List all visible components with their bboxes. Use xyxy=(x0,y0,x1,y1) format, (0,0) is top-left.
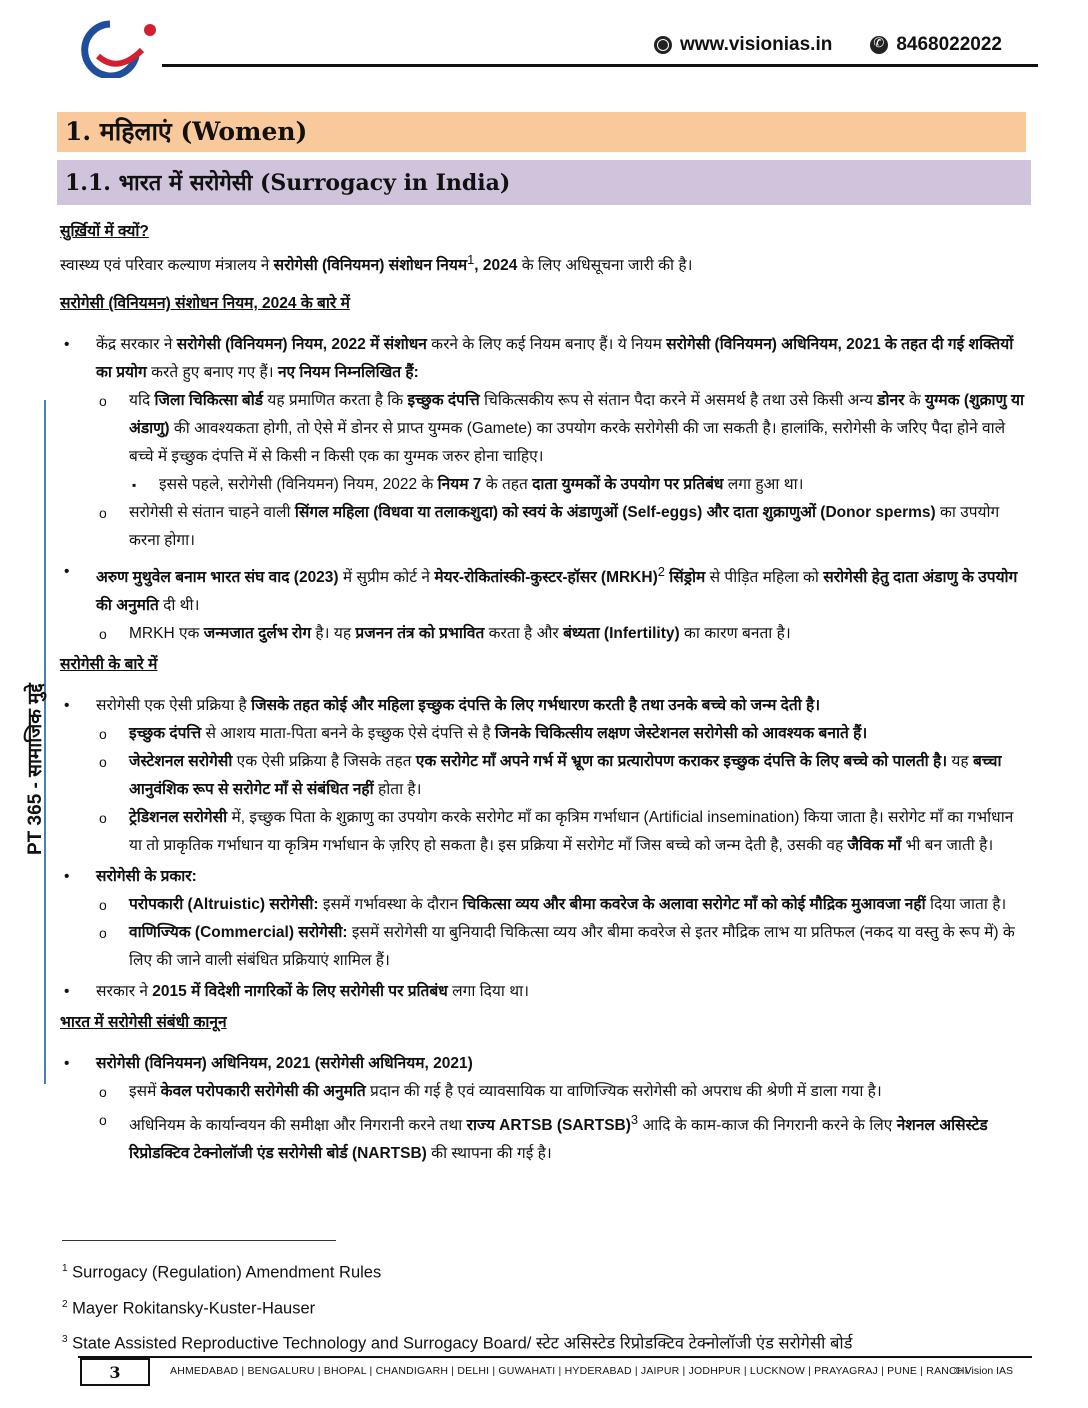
text: का कारण बनता है। xyxy=(679,625,791,643)
text-bold: जेस्टेशनल सरोगेसी xyxy=(129,753,233,771)
text: में सुप्रीम कोर्ट ने xyxy=(338,569,435,587)
footnote-ref[interactable]: 1 xyxy=(467,252,475,267)
text-bold: केवल परोपकारी सरोगेसी की अनुमति xyxy=(160,1083,366,1101)
footnote-number: 2 xyxy=(62,1298,68,1310)
list-item xyxy=(60,1050,1026,1168)
subheading-why-in-news: सुर्ख़ियों में क्यों? xyxy=(60,223,149,240)
text: से पीड़ित महिला को xyxy=(705,569,824,587)
text-bold: वाणिज्यिक (Commercial) सरोगेसी: xyxy=(129,924,348,942)
text-bold: नेशनल असिस्टेड रिप्रोडक्टिव टेक्नोलॉजी एंड सरोगेसी बोर्ड (NARTSB) xyxy=(129,1117,988,1163)
footnote-ref[interactable]: 2 xyxy=(657,564,665,580)
text-bold: 2015 में विदेशी नागरिकों के लिए सरोगेसी पर प्रतिबंध xyxy=(152,983,448,1001)
rules-list xyxy=(60,331,1026,648)
text: दिया जाता है। xyxy=(925,896,1007,914)
text-bold: डोनर xyxy=(877,392,905,410)
main-content xyxy=(60,218,1026,1171)
text-bold: चिकित्सा व्यय और बीमा कवरेज के अलावा सरोगेट माँ को कोई मौद्रिक मुआवजा नहीं xyxy=(462,896,926,914)
header-divider xyxy=(162,64,1038,67)
text-bold: एक सरोगेट माँ अपने गर्भ में भ्रूण का प्रत्यारोपण कराकर इच्छुक दंपत्ति के लिए बच्चे को पालती है। xyxy=(415,753,948,771)
text: प्रदान की गई है एवं व्यावसायिक या वाणिज्यिक सरोगेसी को अपराध की श्रेणी में डाला गया है। xyxy=(365,1083,882,1101)
text-bold: मेयर-रोकितांस्की-कुस्टर-हॉसर (MRKH) xyxy=(434,569,658,587)
list-item xyxy=(60,863,1026,975)
text-bold: युग्मक (शुक्राणु या अंडाणु) xyxy=(129,392,1025,438)
footer-cities: AHMEDABAD | BENGALURU | BHOPAL | CHANDIGARH | DELHI | GUWAHATI | HYDERABAD | JAIPUR | JODHPUR | LUCKNOW | PRAYAGRAJ | PUNE | RANCHI xyxy=(170,1365,968,1377)
list-item xyxy=(129,471,1026,499)
text: करते हुए बनाए गए हैं। xyxy=(146,364,278,382)
footnote-item xyxy=(62,1324,853,1360)
text: होता है। xyxy=(373,781,422,799)
text-bold: दाता युग्मकों के उपयोग पर प्रतिबंध xyxy=(532,476,724,494)
text: यह प्रमाणित करता है कि xyxy=(263,392,408,410)
laws-list xyxy=(60,1050,1026,1168)
text-bold: सरोगेसी हेतु दाता अंडाणु के उपयोग की अनुमति xyxy=(96,569,1018,615)
text-bold: नियम 7 xyxy=(437,476,482,494)
text-bold: जैविक माँ xyxy=(847,837,902,855)
footnote-number: 1 xyxy=(62,1263,68,1274)
footer-divider xyxy=(78,1356,1032,1358)
footnote-text: State Assisted Reproductive Technology and Surrogacy Board/ स्टेट असिस्टेड रिप्रोडक्टिव टेक्नोलॉजी एंड सरोगेसी बोर्ड xyxy=(67,1334,853,1353)
footnote-ref[interactable]: 3 xyxy=(630,1112,639,1128)
text-bold: सरोगेसी (विनियमन) संशोधन नियम xyxy=(273,257,468,275)
text-bold: जिला चिकित्सा बोर्ड xyxy=(154,392,264,410)
text-bold: इच्छुक दंपत्ति xyxy=(129,725,202,743)
text: सरकार ने xyxy=(96,983,153,1001)
phone-number: 8468022022 xyxy=(896,34,1002,55)
side-label: PT 365 - सामाजिक मुद्दे xyxy=(25,683,46,855)
subheading-rules-2024: सरोगेसी (विनियमन) संशोधन नियम, 2024 के बारे में xyxy=(60,295,350,313)
text: MRKH एक xyxy=(129,625,204,643)
text-bold: जिसके तहत कोई और महिला इच्छुक दंपत्ति के लिए गर्भधारण करती है तथा उनके बच्चे को जन्म देती है। xyxy=(251,697,821,715)
list-item xyxy=(96,919,1026,975)
text-bold: जिनके चिकित्सीय लक्षण जेस्टेशनल सरोगेसी को आवश्यक बनाते हैं। xyxy=(494,725,868,743)
paragraph-notification xyxy=(60,246,1026,280)
text: की स्थापना की गई है। xyxy=(426,1145,552,1163)
footnote-divider xyxy=(62,1240,336,1241)
text-bold: अरुण मुथुवेल बनाम भारत संघ वाद (2023) xyxy=(96,569,339,587)
text: लगा हुआ था। xyxy=(723,476,804,494)
text: इससे पहले, सरोगेसी (विनियमन) नियम, 2022 के xyxy=(159,476,438,494)
globe-icon xyxy=(654,36,672,54)
footnote-item xyxy=(62,1289,853,1325)
text-bold: बच्चा आनुवंशिक रूप से सरोगेट माँ से संबंधित नहीं xyxy=(129,753,1002,799)
text: के लिए अधिसूचना जारी की है। xyxy=(517,257,693,275)
text-bold: नए नियम निम्नलिखित हैं: xyxy=(277,364,419,382)
text: सरोगेसी एक ऐसी प्रक्रिया है xyxy=(96,697,252,715)
page-number: 3 xyxy=(80,1358,150,1386)
list-item xyxy=(96,387,1026,499)
text: के xyxy=(904,392,926,410)
list-item xyxy=(96,620,1026,648)
text-bold: सरोगेसी (विनियमन) अधिनियम, 2021 (सरोगेसी अधिनियम, 2021) xyxy=(96,1055,473,1073)
subheading-about-surrogacy: सरोगेसी के बारे में xyxy=(60,656,158,674)
list-item xyxy=(96,720,1026,748)
list-item xyxy=(96,748,1026,804)
about-list xyxy=(60,692,1026,1006)
text-bold: राज्य ARTSB (SARTSB) xyxy=(466,1117,631,1135)
text: एक ऐसी प्रक्रिया है जिसके तहत xyxy=(232,753,416,771)
text: करता है और xyxy=(484,625,564,643)
list-item xyxy=(96,499,1026,555)
list-item xyxy=(96,1106,1026,1168)
text-bold: इच्छुक दंपत्ति xyxy=(407,392,480,410)
section-heading: 1.1. भारत में सरोगेसी (Surrogacy in India) xyxy=(57,160,1031,205)
text: के तहत xyxy=(481,476,533,494)
text-bold: परोपकारी (Altruistic) सरोगेसी: xyxy=(129,896,319,914)
text-bold: ट्रेडिशनल सरोगेसी xyxy=(129,809,228,827)
text: की आवश्यकता होगी, तो ऐसे में डोनर से प्राप्त युग्मक (Gamete) का उपयोग करके सरोगेसी की जा सकती है। हालांकि, सरोगेसी के जरिए पैदा होने वाले बच्चे में इच्छुक दंपत्ति में से किसी न किसी एक का युग्मक जरुर होना चाहिए। xyxy=(129,420,1006,466)
text: अधिनियम के कार्यान्वयन की समीक्षा और निगरानी करने तथा xyxy=(129,1117,467,1135)
list-item xyxy=(60,331,1026,555)
footnote-text: Mayer Rokitansky-Kuster-Hauser xyxy=(67,1299,316,1317)
text: यदि xyxy=(129,392,155,410)
text-bold: सरोगेसी (विनियमन) नियम, 2022 में संशोधन xyxy=(176,336,427,354)
list-item xyxy=(96,804,1026,860)
text-bold: सिंगल महिला (विधवा या तलाकशुदा) को स्वयं के अंडाणुओं (Self-eggs) और दाता शुक्राणुओं (Donor sperms) xyxy=(294,504,936,522)
text: है। यह xyxy=(311,625,356,643)
text: आदि के काम-काज की निगरानी करने के लिए xyxy=(638,1117,897,1135)
text: करने के लिए कई नियम बनाए हैं। ये नियम xyxy=(426,336,667,354)
chapter-heading: 1. महिलाएं (Women) xyxy=(57,112,1026,152)
footnote-item xyxy=(62,1253,853,1289)
text: केंद्र सरकार ने xyxy=(96,336,177,354)
text-bold: बंध्यता (Infertility) xyxy=(563,625,680,643)
text: दी थी। xyxy=(158,597,200,615)
text: का उपयोग करना होगा। xyxy=(129,504,1000,550)
subheading-laws: भारत में सरोगेसी संबंधी कानून xyxy=(60,1014,227,1032)
text: स्वास्थ्य एवं परिवार कल्याण मंत्रालय ने xyxy=(60,257,274,275)
list-item xyxy=(60,978,1026,1006)
text-bold: सरोगेसी (विनियमन) अधिनियम, 2021 के तहत दी गई शक्तियों का प्रयोग xyxy=(96,336,1014,382)
text: भी बन जाती है। xyxy=(901,837,994,855)
text-bold: जन्मजात दुर्लभ रोग xyxy=(203,625,312,643)
text: चिकित्सकीय रूप से संतान पैदा करने में असमर्थ है तथा उसे किसी अन्य xyxy=(479,392,878,410)
footer-copyright: © Vision IAS xyxy=(954,1365,1013,1377)
website-link[interactable]: www.visionias.in xyxy=(679,34,833,55)
text-bold: प्रजनन तंत्र को प्रभावित xyxy=(355,625,485,643)
text: में, इच्छुक पिता के शुक्राणु का उपयोग करके सरोगेट माँ का कृत्रिम गर्भाधान (Artificial insemination) किया जाता है। सरोगेट माँ का गर्भाधान या तो प्राकृतिक गर्भाधान या कृत्रिम गर्भाधान के ज़रिए हो सकता है। इस प्रक्रिया में सरोगेट माँ जिस बच्चे को जन्म देती है, उसकी वह xyxy=(129,809,1014,855)
list-item xyxy=(60,558,1026,648)
text-bold: सरोगेसी के प्रकार: xyxy=(96,868,197,886)
text-bold: सिंड्रोम xyxy=(664,569,706,587)
text: इसमें गर्भावस्था के दौरान xyxy=(318,896,463,914)
vision-ias-logo xyxy=(80,16,162,78)
text-bold: , 2024 xyxy=(474,257,518,275)
text: इसमें xyxy=(129,1083,161,1101)
list-item xyxy=(96,1078,1026,1106)
footnote-text: Surrogacy (Regulation) Amendment Rules xyxy=(67,1263,382,1282)
phone-icon xyxy=(870,36,888,54)
text: यह xyxy=(947,753,973,771)
text: सरोगेसी से संतान चाहने वाली xyxy=(129,504,295,522)
text: इसमें सरोगेसी या बुनियादी चिकित्सा व्यय और बीमा कवरेज से इतर मौद्रिक लाभ या प्रतिफल (नकद या वस्तु के रूप में) के लिए की जाने वाली संबंधित प्रक्रियाएं शामिल हैं। xyxy=(129,924,1015,970)
text: लगा दिया था। xyxy=(447,983,529,1001)
footnote-number: 3 xyxy=(62,1334,68,1345)
list-item xyxy=(96,891,1026,919)
list-item xyxy=(60,692,1026,860)
footnotes xyxy=(62,1253,853,1360)
header-contact xyxy=(654,34,1002,56)
text: से आशय माता-पिता बनने के इच्छुक ऐसे दंपत्ति से है xyxy=(201,725,495,743)
